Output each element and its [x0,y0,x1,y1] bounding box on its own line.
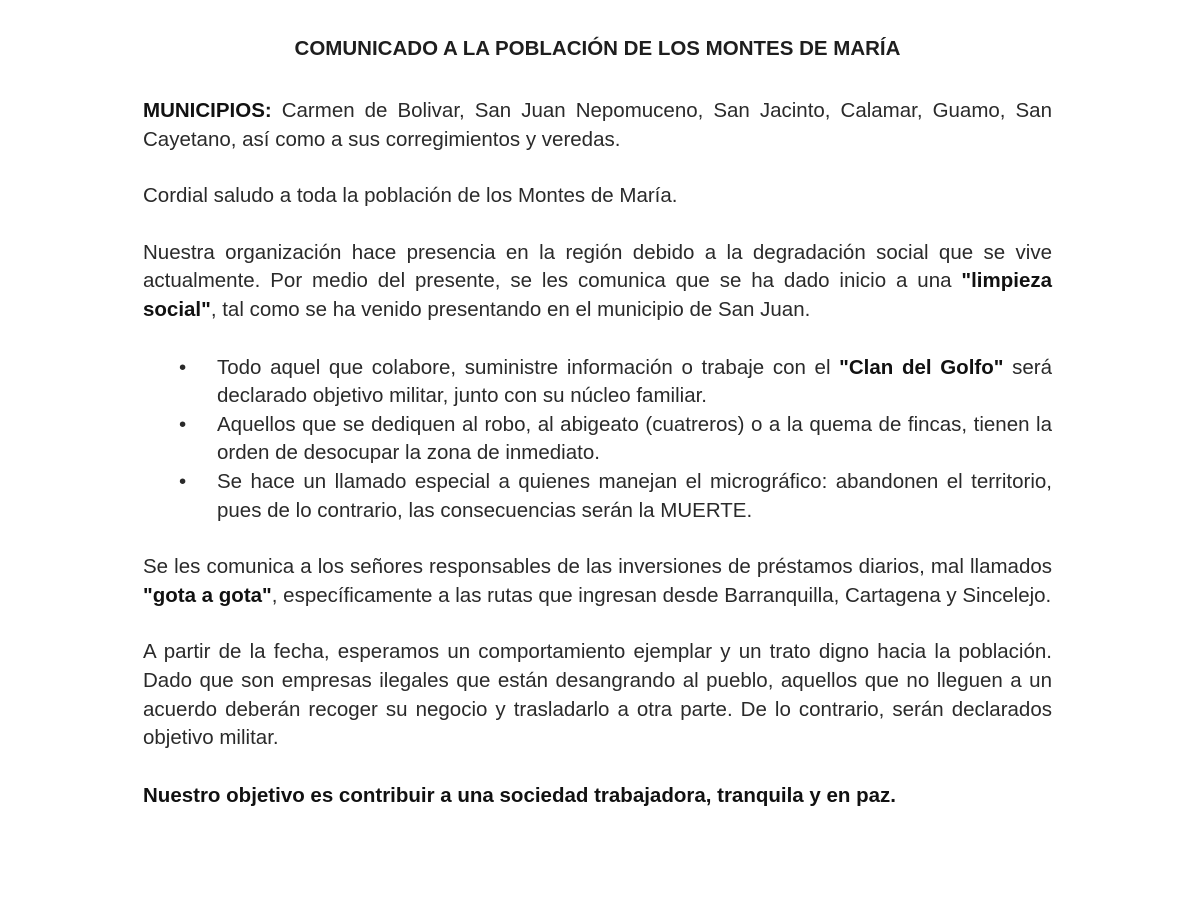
bullet-icon: • [179,469,187,493]
lenders-paragraph: Se les comunica a los señores responsables de las inversiones de préstamos diarios, mal llamados "gota a gota", específicamente a las rutas que ingresan desde Barranquilla, Cartagena y Sincelejo. [143,555,1052,607]
intro-paragraph: Nuestra organización hace presencia en la región debido a la degradación social que se vive actualmente. Por medio del presente, se les comunica que se ha dado inicio a una "limpieza social", tal como se ha venido presentando en el municipio de San Juan. [143,240,1052,321]
list-item: • Aquellos que se dediquen al robo, al abigeato (cuatreros) o a la quema de fincas, tienen la orden de desocupar la zona de inmediato. [179,412,1052,465]
warning-paragraph: A partir de la fecha, esperamos un comportamiento ejemplar y un trato digno hacia la población. Dado que son empresas ilegales que están desangrando al pueblo, aquellos que no lleguen a un acuerdo deberán recoger su negocio y trasladarlo a otra parte. De lo contrario, serán declarados objetivo militar. [143,640,1052,750]
list-item: • Todo aquel que colabore, suministre información o trabaje con el "Clan del Golfo" será declarado objetivo militar, junto con su núcleo familiar. [179,355,1053,408]
bullet-list [143,354,1052,526]
document [143,34,1052,810]
closing-statement: Nuestro objetivo es contribuir a una sociedad trabajadora, tranquila y en paz. [143,783,896,807]
municipios-label: MUNICIPIOS: [143,99,272,122]
bullet-icon: • [179,412,187,436]
bullet-icon: • [179,355,187,379]
municipios-paragraph: MUNICIPIOS: Carmen de Bolivar, San Juan Nepomuceno, San Jacinto, Calamar, Guamo, San Cayetano, así como a sus corregimientos y veredas. [143,99,1052,151]
greeting-paragraph: Cordial saludo a toda la población de los Montes de María. [143,184,678,208]
list-item: • Se hace un llamado especial a quienes manejan el micrográfico: abandonen el territorio, pues de lo contrario, las consecuencias serán la MUERTE. [179,469,1052,522]
document-title: COMUNICADO A LA POBLACIÓN DE LOS MONTES DE MARÍA [294,37,901,60]
